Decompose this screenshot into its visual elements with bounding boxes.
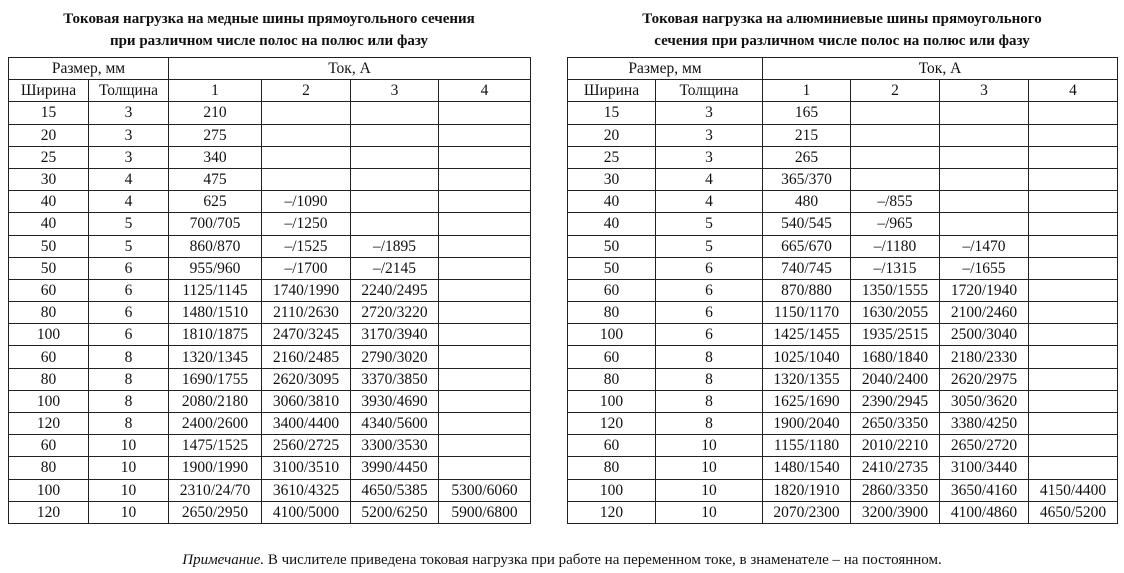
- copper-title-line-2: при различном числе полос на полюс или фазу: [109, 33, 429, 49]
- strips-4-column-header: 4: [439, 80, 531, 102]
- current-2-strips-cell: 2110/2630: [262, 302, 351, 324]
- width-cell: 100: [568, 390, 656, 412]
- table-row: [9, 257, 531, 279]
- width-cell: 40: [9, 191, 89, 213]
- current-1-strip-cell: 480: [763, 191, 851, 213]
- current-2-strips-cell: –/965: [851, 213, 940, 235]
- current-4-strips-cell: [1029, 368, 1118, 390]
- thickness-cell: 8: [89, 346, 169, 368]
- current-3-strips-cell: 3100/3440: [940, 457, 1029, 479]
- current-3-strips-cell: 3380/4250: [940, 413, 1029, 435]
- current-4-strips-cell: [1029, 191, 1118, 213]
- current-3-strips-cell: 3170/3940: [351, 324, 439, 346]
- thickness-cell: 4: [656, 168, 763, 190]
- thickness-cell: 10: [656, 435, 763, 457]
- copper-table-body: [9, 102, 531, 524]
- current-4-strips-cell: [1029, 124, 1118, 146]
- current-header: Ток, А: [169, 58, 531, 80]
- width-column-header: Ширина: [568, 80, 656, 102]
- current-1-strip-cell: 625: [169, 191, 262, 213]
- table-row: [568, 102, 1118, 124]
- current-3-strips-cell: 1720/1940: [940, 279, 1029, 301]
- width-cell: 60: [9, 435, 89, 457]
- current-1-strip-cell: 165: [763, 102, 851, 124]
- current-3-strips-cell: –/1895: [351, 235, 439, 257]
- current-3-strips-cell: 2620/2975: [940, 368, 1029, 390]
- table-row: [568, 501, 1118, 523]
- current-4-strips-cell: [1029, 390, 1118, 412]
- table-row: [9, 302, 531, 324]
- current-1-strip-cell: 700/705: [169, 213, 262, 235]
- current-1-strip-cell: 740/745: [763, 257, 851, 279]
- thickness-column-header: Толщина: [89, 80, 169, 102]
- current-1-strip-cell: 215: [763, 124, 851, 146]
- table-row: [568, 457, 1118, 479]
- width-cell: 25: [568, 146, 656, 168]
- current-1-strip-cell: 1900/1990: [169, 457, 262, 479]
- current-1-strip-cell: 1425/1455: [763, 324, 851, 346]
- thickness-cell: 10: [656, 479, 763, 501]
- strips-3-column-header: 3: [351, 80, 439, 102]
- width-cell: 100: [9, 479, 89, 501]
- current-2-strips-cell: [262, 102, 351, 124]
- table-row: [568, 435, 1118, 457]
- thickness-cell: 6: [656, 324, 763, 346]
- current-4-strips-cell: 4150/4400: [1029, 479, 1118, 501]
- current-2-strips-cell: 2860/3350: [851, 479, 940, 501]
- thickness-cell: 5: [656, 213, 763, 235]
- thickness-cell: 6: [656, 257, 763, 279]
- table-row: [568, 168, 1118, 190]
- current-3-strips-cell: 3990/4450: [351, 457, 439, 479]
- current-1-strip-cell: 665/670: [763, 235, 851, 257]
- current-4-strips-cell: 5900/6800: [439, 501, 531, 523]
- current-4-strips-cell: [439, 368, 531, 390]
- width-cell: 50: [9, 257, 89, 279]
- current-4-strips-cell: [439, 324, 531, 346]
- aluminum-busbar-section: [567, 8, 1117, 524]
- thickness-cell: 4: [656, 191, 763, 213]
- current-2-strips-cell: [262, 146, 351, 168]
- current-1-strip-cell: 2650/2950: [169, 501, 262, 523]
- current-2-strips-cell: 2040/2400: [851, 368, 940, 390]
- current-2-strips-cell: 2160/2485: [262, 346, 351, 368]
- width-cell: 120: [568, 501, 656, 523]
- table-row: [568, 213, 1118, 235]
- current-4-strips-cell: [439, 302, 531, 324]
- current-2-strips-cell: 2410/2735: [851, 457, 940, 479]
- current-1-strip-cell: 365/370: [763, 168, 851, 190]
- thickness-cell: 8: [656, 390, 763, 412]
- width-cell: 30: [568, 168, 656, 190]
- current-3-strips-cell: 2500/3040: [940, 324, 1029, 346]
- current-3-strips-cell: [940, 102, 1029, 124]
- table-row: [568, 368, 1118, 390]
- width-cell: 120: [9, 413, 89, 435]
- current-2-strips-cell: 2390/2945: [851, 390, 940, 412]
- thickness-cell: 5: [89, 235, 169, 257]
- width-cell: 80: [568, 368, 656, 390]
- current-3-strips-cell: 5200/6250: [351, 501, 439, 523]
- current-2-strips-cell: [262, 124, 351, 146]
- table-row: [9, 479, 531, 501]
- current-1-strip-cell: 1475/1525: [169, 435, 262, 457]
- current-1-strip-cell: 1480/1510: [169, 302, 262, 324]
- table-row: [568, 191, 1118, 213]
- current-2-strips-cell: 2650/3350: [851, 413, 940, 435]
- current-4-strips-cell: [1029, 346, 1118, 368]
- width-cell: 20: [9, 124, 89, 146]
- current-3-strips-cell: 3300/3530: [351, 435, 439, 457]
- current-2-strips-cell: –/1315: [851, 257, 940, 279]
- current-4-strips-cell: [439, 390, 531, 412]
- width-cell: 50: [9, 235, 89, 257]
- table-row: [9, 390, 531, 412]
- width-cell: 80: [568, 457, 656, 479]
- current-3-strips-cell: 2240/2495: [351, 279, 439, 301]
- current-3-strips-cell: 4650/5385: [351, 479, 439, 501]
- current-2-strips-cell: [851, 146, 940, 168]
- current-1-strip-cell: 340: [169, 146, 262, 168]
- table-row: [568, 390, 1118, 412]
- thickness-cell: 6: [656, 302, 763, 324]
- width-column-header: Ширина: [9, 80, 89, 102]
- current-3-strips-cell: 3650/4160: [940, 479, 1029, 501]
- current-3-strips-cell: 2180/2330: [940, 346, 1029, 368]
- current-2-strips-cell: 2470/3245: [262, 324, 351, 346]
- thickness-cell: 3: [656, 102, 763, 124]
- current-2-strips-cell: –/855: [851, 191, 940, 213]
- strips-3-column-header: 3: [940, 80, 1029, 102]
- current-2-strips-cell: –/1700: [262, 257, 351, 279]
- width-cell: 60: [568, 346, 656, 368]
- current-2-strips-cell: 3610/4325: [262, 479, 351, 501]
- current-2-strips-cell: 1935/2515: [851, 324, 940, 346]
- current-1-strip-cell: 1320/1355: [763, 368, 851, 390]
- current-1-strip-cell: 210: [169, 102, 262, 124]
- current-3-strips-cell: 2650/2720: [940, 435, 1029, 457]
- current-1-strip-cell: 2080/2180: [169, 390, 262, 412]
- thickness-cell: 10: [89, 435, 169, 457]
- current-4-strips-cell: [439, 168, 531, 190]
- current-1-strip-cell: 955/960: [169, 257, 262, 279]
- thickness-column-header: Толщина: [656, 80, 763, 102]
- thickness-cell: 6: [89, 302, 169, 324]
- copper-table-title: [8, 8, 530, 52]
- current-4-strips-cell: [439, 346, 531, 368]
- width-cell: 120: [568, 413, 656, 435]
- current-1-strip-cell: 265: [763, 146, 851, 168]
- current-4-strips-cell: 4650/5200: [1029, 501, 1118, 523]
- thickness-cell: 3: [656, 146, 763, 168]
- current-2-strips-cell: –/1250: [262, 213, 351, 235]
- current-2-strips-cell: 3200/3900: [851, 501, 940, 523]
- table-row: [9, 346, 531, 368]
- aluminum-title-line-1: Токовая нагрузка на алюминиевые шины прямоугольного: [642, 11, 1042, 27]
- thickness-cell: 5: [89, 213, 169, 235]
- current-4-strips-cell: [439, 213, 531, 235]
- current-2-strips-cell: –/1525: [262, 235, 351, 257]
- current-4-strips-cell: [1029, 324, 1118, 346]
- current-1-strip-cell: 1025/1040: [763, 346, 851, 368]
- current-1-strip-cell: 1480/1540: [763, 457, 851, 479]
- aluminum-table-title: [567, 8, 1117, 52]
- width-cell: 100: [568, 324, 656, 346]
- table-row: [9, 102, 531, 124]
- current-3-strips-cell: [351, 102, 439, 124]
- current-1-strip-cell: 1625/1690: [763, 390, 851, 412]
- current-1-strip-cell: 1155/1180: [763, 435, 851, 457]
- thickness-cell: 8: [656, 368, 763, 390]
- width-cell: 50: [568, 235, 656, 257]
- footnote: [0, 552, 1124, 569]
- table-row: [9, 368, 531, 390]
- current-1-strip-cell: 1690/1755: [169, 368, 262, 390]
- strips-2-column-header: 2: [851, 80, 940, 102]
- width-cell: 30: [9, 168, 89, 190]
- width-cell: 80: [9, 368, 89, 390]
- current-4-strips-cell: [1029, 457, 1118, 479]
- thickness-cell: 5: [656, 235, 763, 257]
- thickness-cell: 8: [89, 413, 169, 435]
- copper-title-line-1: Токовая нагрузка на медные шины прямоугольного сечения: [63, 11, 475, 27]
- current-3-strips-cell: 2100/2460: [940, 302, 1029, 324]
- width-cell: 60: [568, 435, 656, 457]
- table-row: [9, 146, 531, 168]
- current-3-strips-cell: –/2145: [351, 257, 439, 279]
- current-2-strips-cell: 3100/3510: [262, 457, 351, 479]
- current-3-strips-cell: [940, 213, 1029, 235]
- current-1-strip-cell: 1820/1910: [763, 479, 851, 501]
- size-header: Размер, мм: [568, 58, 763, 80]
- current-4-strips-cell: [439, 124, 531, 146]
- thickness-cell: 8: [656, 346, 763, 368]
- current-4-strips-cell: [1029, 279, 1118, 301]
- footnote-text: В числителе приведена токовая нагрузка при работе на переменном токе, в знаменателе – на постоянном.: [264, 552, 942, 568]
- current-2-strips-cell: [851, 124, 940, 146]
- current-1-strip-cell: 2310/24/70: [169, 479, 262, 501]
- current-1-strip-cell: 1320/1345: [169, 346, 262, 368]
- width-cell: 60: [568, 279, 656, 301]
- current-4-strips-cell: [439, 279, 531, 301]
- current-2-strips-cell: 2560/2725: [262, 435, 351, 457]
- width-cell: 20: [568, 124, 656, 146]
- strips-1-column-header: 1: [169, 80, 262, 102]
- table-row: [9, 324, 531, 346]
- current-1-strip-cell: 2070/2300: [763, 501, 851, 523]
- current-4-strips-cell: [439, 102, 531, 124]
- table-row: [9, 435, 531, 457]
- current-4-strips-cell: [1029, 435, 1118, 457]
- current-3-strips-cell: [351, 146, 439, 168]
- width-cell: 80: [9, 457, 89, 479]
- current-2-strips-cell: [851, 168, 940, 190]
- current-1-strip-cell: 275: [169, 124, 262, 146]
- current-3-strips-cell: [940, 168, 1029, 190]
- current-2-strips-cell: [262, 168, 351, 190]
- current-4-strips-cell: [1029, 302, 1118, 324]
- thickness-cell: 6: [656, 279, 763, 301]
- current-3-strips-cell: –/1470: [940, 235, 1029, 257]
- current-2-strips-cell: 3400/4400: [262, 413, 351, 435]
- current-1-strip-cell: 870/880: [763, 279, 851, 301]
- current-4-strips-cell: [1029, 413, 1118, 435]
- width-cell: 80: [568, 302, 656, 324]
- table-row: [568, 302, 1118, 324]
- current-4-strips-cell: [439, 257, 531, 279]
- current-1-strip-cell: 1150/1170: [763, 302, 851, 324]
- width-cell: 40: [568, 213, 656, 235]
- table-row: [568, 413, 1118, 435]
- thickness-cell: 4: [89, 168, 169, 190]
- thickness-cell: 6: [89, 279, 169, 301]
- current-4-strips-cell: [439, 191, 531, 213]
- current-2-strips-cell: 4100/5000: [262, 501, 351, 523]
- current-3-strips-cell: 3370/3850: [351, 368, 439, 390]
- width-cell: 50: [568, 257, 656, 279]
- current-4-strips-cell: [1029, 146, 1118, 168]
- size-header: Размер, мм: [9, 58, 169, 80]
- table-row: [9, 124, 531, 146]
- thickness-cell: 10: [89, 479, 169, 501]
- thickness-cell: 6: [89, 324, 169, 346]
- width-cell: 40: [9, 213, 89, 235]
- current-4-strips-cell: [439, 235, 531, 257]
- current-1-strip-cell: 1810/1875: [169, 324, 262, 346]
- current-2-strips-cell: 1740/1990: [262, 279, 351, 301]
- thickness-cell: 10: [89, 457, 169, 479]
- current-2-strips-cell: [851, 102, 940, 124]
- thickness-cell: 8: [89, 368, 169, 390]
- thickness-cell: 3: [89, 124, 169, 146]
- table-row: [568, 257, 1118, 279]
- current-3-strips-cell: 4340/5600: [351, 413, 439, 435]
- current-3-strips-cell: [351, 168, 439, 190]
- current-3-strips-cell: [351, 213, 439, 235]
- strips-1-column-header: 1: [763, 80, 851, 102]
- table-row: [568, 124, 1118, 146]
- current-4-strips-cell: [1029, 168, 1118, 190]
- current-4-strips-cell: [1029, 235, 1118, 257]
- thickness-cell: 10: [656, 501, 763, 523]
- table-row: [9, 457, 531, 479]
- width-cell: 25: [9, 146, 89, 168]
- table-row: [9, 413, 531, 435]
- current-4-strips-cell: 5300/6060: [439, 479, 531, 501]
- copper-current-table: [8, 57, 531, 524]
- thickness-cell: 3: [89, 102, 169, 124]
- footnote-label: Примечание.: [182, 552, 265, 568]
- current-2-strips-cell: –/1180: [851, 235, 940, 257]
- thickness-cell: 8: [656, 413, 763, 435]
- current-2-strips-cell: 3060/3810: [262, 390, 351, 412]
- table-row: [568, 235, 1118, 257]
- table-row: [9, 191, 531, 213]
- thickness-cell: 3: [89, 146, 169, 168]
- current-4-strips-cell: [439, 457, 531, 479]
- thickness-cell: 8: [89, 390, 169, 412]
- table-row: [568, 279, 1118, 301]
- current-3-strips-cell: [940, 191, 1029, 213]
- current-3-strips-cell: [351, 124, 439, 146]
- width-cell: 40: [568, 191, 656, 213]
- current-1-strip-cell: 540/545: [763, 213, 851, 235]
- thickness-cell: 4: [89, 191, 169, 213]
- table-row: [9, 213, 531, 235]
- strips-4-column-header: 4: [1029, 80, 1118, 102]
- current-3-strips-cell: 4100/4860: [940, 501, 1029, 523]
- table-row: [9, 501, 531, 523]
- thickness-cell: 6: [89, 257, 169, 279]
- current-4-strips-cell: [439, 435, 531, 457]
- current-header: Ток, А: [763, 58, 1118, 80]
- thickness-cell: 10: [89, 501, 169, 523]
- width-cell: 60: [9, 346, 89, 368]
- current-3-strips-cell: –/1655: [940, 257, 1029, 279]
- current-4-strips-cell: [1029, 102, 1118, 124]
- current-3-strips-cell: [940, 124, 1029, 146]
- current-2-strips-cell: 2620/3095: [262, 368, 351, 390]
- current-4-strips-cell: [439, 146, 531, 168]
- current-3-strips-cell: 3050/3620: [940, 390, 1029, 412]
- current-3-strips-cell: 2790/3020: [351, 346, 439, 368]
- thickness-cell: 3: [656, 124, 763, 146]
- width-cell: 100: [568, 479, 656, 501]
- current-3-strips-cell: [351, 191, 439, 213]
- width-cell: 15: [9, 102, 89, 124]
- table-row: [9, 168, 531, 190]
- current-3-strips-cell: 3930/4690: [351, 390, 439, 412]
- current-4-strips-cell: [439, 413, 531, 435]
- table-row: [9, 279, 531, 301]
- aluminum-title-line-2: сечения при различном числе полос на полюс или фазу: [654, 33, 1030, 49]
- width-cell: 100: [9, 390, 89, 412]
- current-2-strips-cell: 1350/1555: [851, 279, 940, 301]
- table-row: [568, 479, 1118, 501]
- table-row: [568, 146, 1118, 168]
- strips-2-column-header: 2: [262, 80, 351, 102]
- current-1-strip-cell: 1900/2040: [763, 413, 851, 435]
- aluminum-current-table: [567, 57, 1118, 524]
- current-2-strips-cell: 1630/2055: [851, 302, 940, 324]
- width-cell: 60: [9, 279, 89, 301]
- current-2-strips-cell: 2010/2210: [851, 435, 940, 457]
- current-3-strips-cell: [940, 146, 1029, 168]
- width-cell: 120: [9, 501, 89, 523]
- current-3-strips-cell: 2720/3220: [351, 302, 439, 324]
- width-cell: 80: [9, 302, 89, 324]
- current-2-strips-cell: –/1090: [262, 191, 351, 213]
- current-1-strip-cell: 1125/1145: [169, 279, 262, 301]
- current-1-strip-cell: 860/870: [169, 235, 262, 257]
- current-2-strips-cell: 1680/1840: [851, 346, 940, 368]
- copper-busbar-section: [8, 8, 530, 524]
- aluminum-table-body: [568, 102, 1118, 524]
- width-cell: 100: [9, 324, 89, 346]
- table-row: [568, 324, 1118, 346]
- current-4-strips-cell: [1029, 213, 1118, 235]
- current-1-strip-cell: 2400/2600: [169, 413, 262, 435]
- thickness-cell: 10: [656, 457, 763, 479]
- table-row: [568, 346, 1118, 368]
- current-4-strips-cell: [1029, 257, 1118, 279]
- table-row: [9, 235, 531, 257]
- current-1-strip-cell: 475: [169, 168, 262, 190]
- width-cell: 15: [568, 102, 656, 124]
